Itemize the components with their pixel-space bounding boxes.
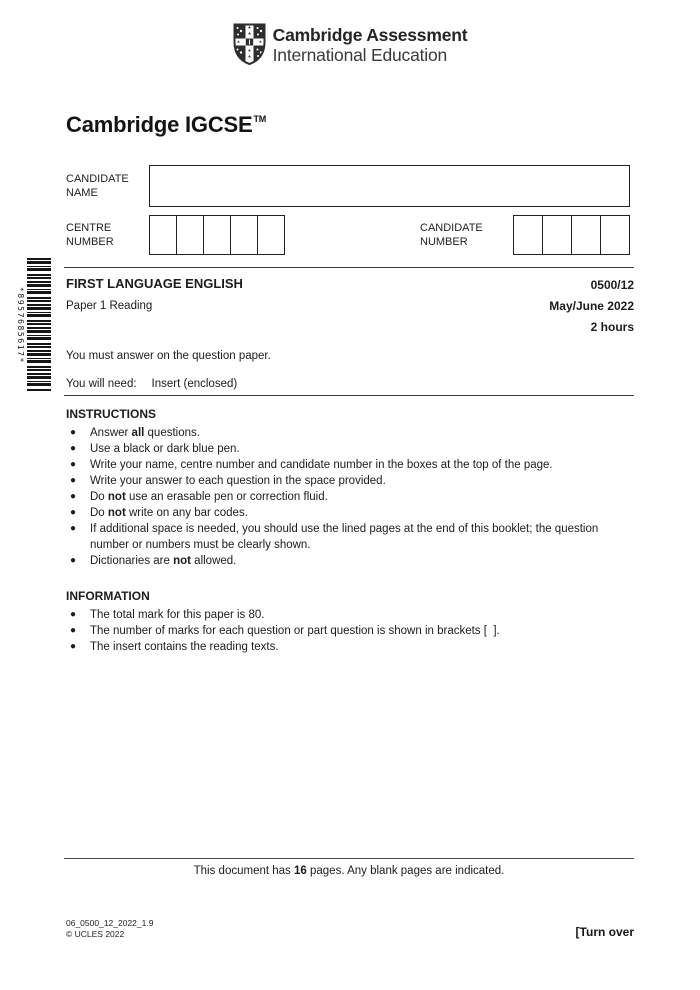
bullet-icon: ●	[70, 491, 77, 502]
candidate-number-group	[420, 215, 630, 255]
cambridge-shield-icon	[233, 23, 266, 66]
instruction-item-4: ● Write your answer to each question in the space provided.	[64, 473, 634, 489]
turn-over-label: [Turn over	[575, 925, 634, 939]
cambridge-logo	[0, 23, 700, 66]
exam-right-column	[549, 275, 634, 338]
candidate-name-row	[66, 165, 630, 207]
instructions-heading: INSTRUCTIONS	[66, 407, 156, 421]
candidate-name-label: CANDIDATE NAME	[66, 173, 129, 199]
information-section	[64, 589, 634, 655]
centre-number-cell-5[interactable]	[257, 215, 285, 255]
instruction-item-6: ● Do not write on any bar codes.	[64, 505, 634, 521]
centre-number-cell-4[interactable]	[230, 215, 258, 255]
document-reference: 06_0500_12_2022_1.9	[66, 918, 154, 928]
bullet-icon: ●	[70, 427, 77, 438]
document-pages-note: This document has 16 pages. Any blank pages are indicated.	[193, 865, 505, 877]
logo-line-2: International Education	[272, 44, 448, 65]
information-item-1: ● The total mark for this paper is 80.	[64, 607, 634, 623]
information-heading: INFORMATION	[66, 589, 150, 603]
instruction-item-5: ● Do not use an erasable pen or correction fluid.	[64, 489, 634, 505]
answer-note: You must answer on the question paper.	[66, 350, 271, 362]
materials-needed-value: Insert (enclosed)	[151, 378, 238, 390]
information-item-3: ● The insert contains the reading texts.	[64, 639, 634, 655]
instruction-item-1: ● Answer all questions.	[64, 425, 634, 441]
logo-line-1: Cambridge Assessment	[272, 24, 468, 45]
candidate-number-cells	[513, 215, 630, 255]
exam-duration: 2 hours	[590, 320, 634, 334]
centre-number-cell-3[interactable]	[203, 215, 231, 255]
candidate-number-label: CANDIDATE NUMBER	[420, 222, 483, 248]
exam-paper-name: Paper 1 Reading	[66, 300, 153, 312]
bullet-icon: ●	[70, 523, 77, 534]
barcode-number: *8957685617*	[16, 286, 25, 364]
document-pages-note-rule	[64, 858, 634, 877]
barcode-stripes-icon	[27, 258, 51, 392]
centre-number-group	[66, 215, 285, 255]
bullet-icon: ●	[70, 507, 77, 518]
centre-number-cells	[149, 215, 285, 255]
information-item-2: ● The number of marks for each question or part question is shown in brackets [ ].	[64, 623, 634, 639]
instruction-item-2: ● Use a black or dark blue pen.	[64, 441, 634, 457]
footer-references	[66, 918, 153, 939]
centre-number-cell-1[interactable]	[149, 215, 177, 255]
exam-header-block	[64, 267, 634, 396]
instruction-item-7: ● If additional space is needed, you should use the lined pages at the end of this booklet; the question number or numbers must be clearly shown.	[64, 521, 634, 553]
footer	[66, 918, 634, 939]
bullet-icon: ●	[70, 475, 77, 486]
candidate-number-cell-4[interactable]	[600, 215, 630, 255]
exam-left-column	[66, 276, 243, 312]
page-title	[66, 112, 265, 138]
page-title-text: Cambridge IGCSE	[66, 112, 253, 137]
exam-session: May/June 2022	[549, 299, 634, 313]
centre-number-cell-2[interactable]	[176, 215, 204, 255]
numbers-row	[66, 215, 630, 255]
exam-subject: FIRST LANGUAGE ENGLISH	[66, 276, 243, 291]
instruction-item-3: ● Write your name, centre number and candidate number in the boxes at the top of the page.	[64, 457, 634, 473]
barcode	[16, 258, 51, 392]
bullet-icon: ●	[70, 641, 77, 652]
candidate-number-cell-3[interactable]	[571, 215, 601, 255]
materials-needed-label: You will need:	[66, 378, 137, 390]
bullet-icon: ●	[70, 459, 77, 470]
candidate-number-cell-1[interactable]	[513, 215, 543, 255]
trademark-symbol: TM	[253, 113, 267, 124]
bullet-icon: ●	[70, 443, 77, 454]
instruction-item-8: ● Dictionaries are not allowed.	[64, 553, 634, 569]
copyright-notice: © UCLES 2022	[66, 928, 125, 939]
candidate-number-cell-2[interactable]	[542, 215, 572, 255]
bullet-icon: ●	[70, 625, 77, 636]
exam-code: 0500/12	[590, 278, 634, 292]
bullet-icon: ●	[70, 555, 77, 566]
instructions-section	[64, 407, 634, 569]
materials-needed	[66, 378, 237, 390]
cambridge-logo-text	[273, 25, 468, 65]
centre-number-label: CENTRE NUMBER	[66, 222, 114, 248]
candidate-name-input[interactable]	[149, 165, 630, 207]
bullet-icon: ●	[70, 609, 77, 620]
